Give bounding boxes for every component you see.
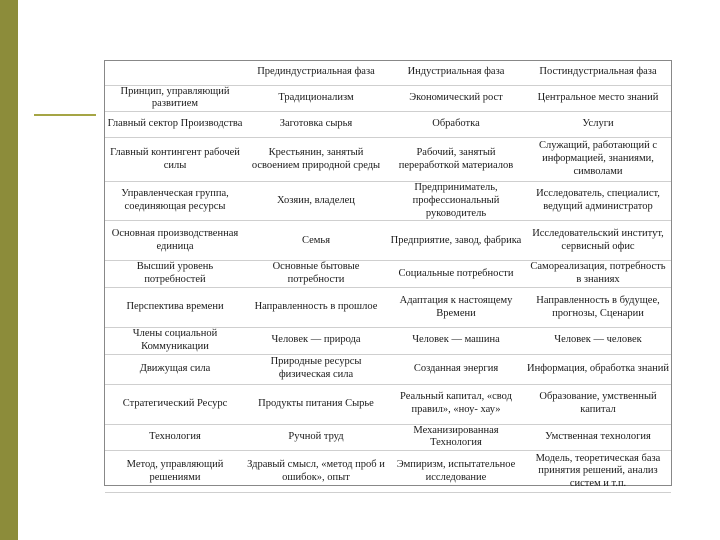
cell-postindustrial: Центральное место знаний [537,91,659,103]
cell-industrial: Экономический рост [409,91,503,103]
cell-postindustrial: Служащий, работающий с информацией, знаниями, символами [538,140,658,177]
cell-postindustrial: Исследователь, специалист, ведущий администратор [536,188,660,213]
cell-preindustrial: Ручной труд [288,431,344,443]
table-row [105,138,671,182]
cell-industrial: Предприятие, завод, фабрика [390,234,522,246]
table-row [105,182,671,221]
table-row [105,261,671,288]
cell-preindustrial: Заготовка сырья [279,118,353,130]
table-row [105,424,671,451]
row-label: Управленческая группа, соединяющая ресурсы [121,188,229,213]
cell-preindustrial: Крестьянин, занятый освоением природной среды [251,146,381,171]
cell-preindustrial: Природные ресурсы физическая сила [270,356,362,381]
decorative-line [34,114,96,116]
row-label: Метод, управляющий решениями [126,458,224,483]
cell-postindustrial: Умственная технология [545,431,651,443]
table-row [105,221,671,261]
cell-preindustrial: Направленность в прошлое [254,301,378,313]
cell-postindustrial: Самореализация, потребность в знаниях [530,261,666,286]
table-row [105,328,671,355]
cell-postindustrial: Исследовательский институт, сервисный офис [532,228,664,252]
cell-industrial: Человек — машина [412,334,500,346]
cell-industrial: Социальные потребности [398,267,514,279]
header-row [105,61,671,85]
cell-postindustrial: Образование, умственный капитал [539,391,657,416]
cell-industrial: Обработка [432,118,480,130]
header-empty [105,61,245,85]
row-label: Движущая сила [139,362,211,374]
cell-postindustrial: Направленность в будущее, прогнозы, Сценарии [536,294,660,319]
cell-industrial: Рабочий, занятый переработкой материалов [398,146,514,171]
row-label: Принцип, управляющий развитием [120,85,230,110]
cell-postindustrial: Услуги [582,118,614,130]
cell-preindustrial: Традиционализм [278,91,354,103]
table-row [105,112,671,138]
row-label: Перспектива времени [126,301,224,313]
cell-preindustrial: Здравый смысл, «метод проб и ошибок», опыт [247,458,385,483]
row-label: Технология [149,431,201,443]
table-row [105,85,671,112]
row-label: Стратегический Ресурс [122,397,228,409]
header-postindustrial: Постиндустриальная фаза [539,66,657,78]
cell-industrial: Предприниматель, профессиональный руководитель [412,182,500,219]
cell-postindustrial: Человек — человек [554,334,642,346]
header-industrial: Индустриальная фаза [407,66,505,78]
cell-postindustrial: Информация, обработка знаний [527,362,669,374]
table-row [105,288,671,328]
table-row [105,354,671,384]
cell-preindustrial: Основные бытовые потребности [272,261,360,286]
cell-postindustrial: Модель, теоретическая база принятия решений, анализ систем и т.п. [535,452,661,490]
cell-preindustrial: Человек — природа [271,334,361,346]
table-row [105,384,671,424]
cell-industrial: Созданная энергия [413,362,499,374]
table-row [105,451,671,493]
row-label: Главный контингент рабочей силы [110,146,240,171]
cell-industrial: Адаптация к настоящему Времени [399,294,513,319]
header-preindustrial: Прединдустриальная фаза [257,66,375,78]
phases-table [105,61,671,493]
row-label: Основная производственная единица [111,228,239,252]
row-label: Высший уровень потребностей [136,261,214,286]
row-label: Члены социальной Коммуникации [132,328,218,352]
cell-preindustrial: Хозяин, владелец [277,194,355,206]
cell-industrial: Эмпиризм, испытательное исследование [396,458,516,483]
left-accent-bar [0,0,18,540]
cell-preindustrial: Семья [301,234,331,246]
cell-industrial: Реальный капитал, «свод правил», «ноу- хау» [400,391,512,416]
row-label: Главный сектор Производства [107,118,243,130]
cell-industrial: Механизированная Технология [413,424,499,449]
comparison-table [104,60,672,490]
cell-preindustrial: Продукты питания Сырье [258,397,374,409]
